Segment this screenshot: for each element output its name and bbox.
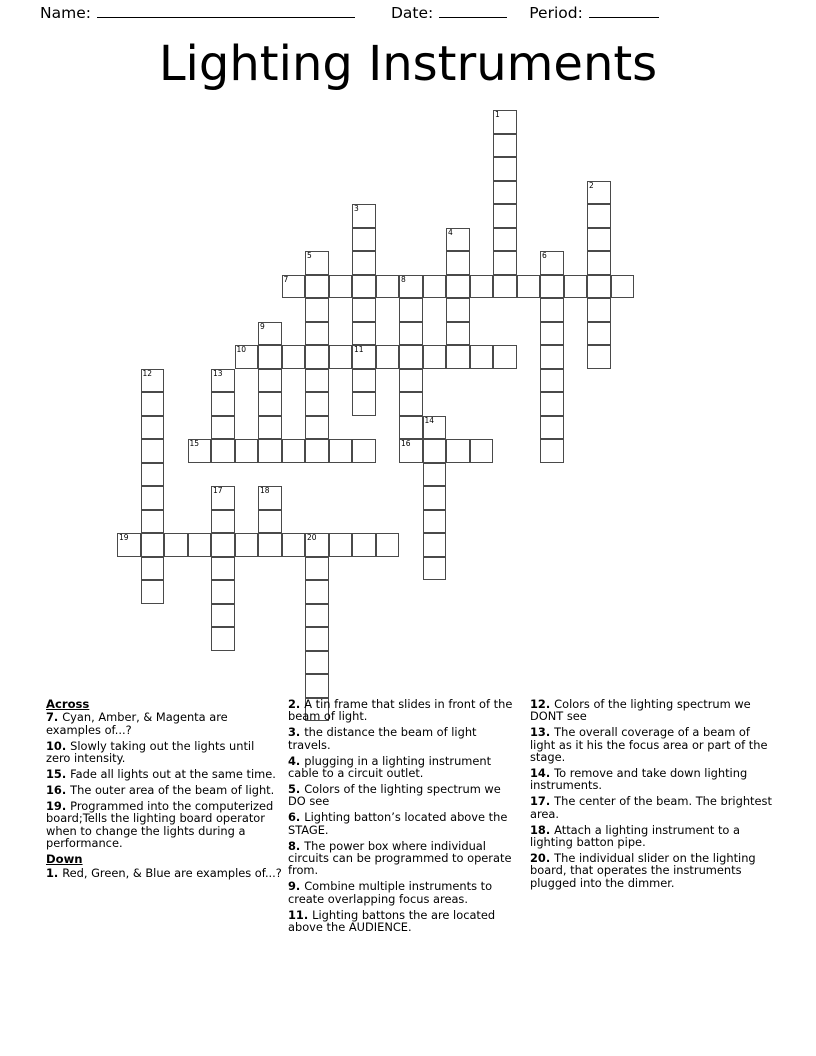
grid-cell[interactable] — [399, 298, 423, 322]
grid-cell[interactable] — [540, 345, 564, 369]
clue-item — [530, 726, 775, 763]
grid-cell[interactable] — [399, 345, 423, 369]
clue-number: 9. — [288, 879, 305, 894]
grid-cell[interactable] — [282, 533, 306, 557]
grid-cell[interactable] — [399, 322, 423, 346]
grid-cell[interactable] — [211, 392, 235, 416]
grid-cell[interactable] — [399, 275, 423, 299]
grid-cell[interactable] — [493, 345, 517, 369]
grid-cell[interactable] — [446, 251, 470, 275]
clue-item — [530, 824, 775, 849]
grid-cell[interactable] — [352, 228, 376, 252]
grid-cell-number: 8 — [401, 274, 406, 284]
down-clue-list-part3 — [530, 698, 775, 889]
clue-number: 3. — [288, 725, 305, 740]
grid-cell-number: 10 — [236, 345, 247, 354]
grid-cell-number: 6 — [542, 251, 547, 260]
clue-number: 1. — [46, 865, 63, 880]
clue-item — [288, 726, 520, 751]
grid-cell[interactable] — [587, 204, 611, 228]
grid-cell-number: 15 — [189, 439, 200, 448]
clue-item — [46, 768, 282, 780]
grid-cell[interactable] — [282, 439, 306, 463]
grid-cell[interactable] — [141, 580, 165, 604]
grid-cell[interactable] — [141, 439, 165, 463]
grid-cell[interactable] — [399, 439, 423, 463]
clue-item — [530, 698, 775, 723]
grid-cell[interactable] — [258, 439, 282, 463]
clue-item — [530, 852, 775, 889]
grid-cell[interactable] — [305, 322, 329, 346]
grid-cell[interactable] — [282, 345, 306, 369]
grid-cell[interactable] — [352, 298, 376, 322]
date-label: Date: — [390, 4, 434, 22]
clue-text: Attach a lighting instrument to a lighting batton pipe. — [530, 822, 740, 850]
grid-cell-number: 19 — [119, 533, 129, 542]
grid-cell[interactable] — [258, 345, 282, 369]
grid-cell[interactable] — [211, 486, 235, 510]
grid-cell-number: 4 — [448, 227, 453, 237]
clue-item — [288, 811, 520, 836]
grid-cell[interactable] — [305, 439, 329, 463]
grid-cell[interactable] — [493, 204, 517, 228]
grid-cell[interactable] — [399, 369, 423, 393]
grid-cell[interactable] — [493, 251, 517, 275]
grid-cell[interactable] — [352, 322, 376, 346]
grid-cell[interactable] — [399, 416, 423, 440]
clue-item — [288, 698, 520, 723]
grid-cell[interactable] — [305, 674, 329, 698]
clue-text: Fade all lights out at the same time. — [70, 767, 276, 782]
grid-cell[interactable] — [211, 439, 235, 463]
clue-number: 6. — [288, 810, 305, 825]
grid-cell[interactable] — [305, 533, 329, 557]
grid-cell-number: 2 — [589, 180, 594, 190]
grid-cell[interactable] — [352, 345, 376, 369]
grid-cell[interactable] — [446, 322, 470, 346]
grid-cell[interactable] — [587, 298, 611, 322]
grid-cell[interactable] — [493, 110, 517, 134]
grid-cell[interactable] — [211, 580, 235, 604]
grid-cell-number: 14 — [424, 415, 435, 425]
grid-cell[interactable] — [587, 345, 611, 369]
grid-cell[interactable] — [141, 416, 165, 440]
grid-cell[interactable] — [587, 275, 611, 299]
name-label: Name: — [40, 4, 91, 22]
grid-cell[interactable] — [493, 181, 517, 205]
clue-text: Red, Green, & Blue are examples of...? — [62, 865, 282, 880]
grid-cell[interactable] — [352, 251, 376, 275]
grid-cell[interactable] — [141, 533, 165, 557]
grid-cell[interactable] — [211, 416, 235, 440]
grid-cell[interactable] — [587, 228, 611, 252]
grid-cell[interactable] — [587, 181, 611, 205]
down-clue-list-part1 — [46, 867, 282, 879]
clues-section — [0, 698, 816, 968]
clue-item — [46, 711, 282, 736]
grid-cell[interactable] — [211, 557, 235, 581]
clue-column-2 — [288, 698, 520, 937]
grid-cell-number: 1 — [495, 110, 500, 119]
clue-text: the distance the beam of light travels. — [288, 725, 477, 752]
clue-number: 13. — [530, 725, 555, 740]
grid-cell[interactable] — [540, 275, 564, 299]
clue-number: 4. — [288, 753, 305, 768]
clue-number: 5. — [288, 781, 305, 796]
grid-cell[interactable] — [188, 533, 212, 557]
clue-text: Slowly taking out the lights until zero intensity. — [46, 738, 255, 766]
clue-item — [288, 909, 520, 934]
page-title: Lighting Instruments — [158, 36, 658, 92]
clue-number: 12. — [530, 697, 555, 711]
grid-cell[interactable] — [446, 298, 470, 322]
grid-cell-number: 12 — [142, 368, 153, 378]
clue-text: To remove and take down lighting instruments. — [530, 766, 748, 793]
clue-text: plugging in a lighting instrument cable to a circuit outlet. — [288, 753, 492, 781]
grid-cell-number: 7 — [283, 274, 289, 284]
clue-item — [46, 740, 282, 765]
clue-number: 7. — [46, 710, 63, 725]
clue-number: 17. — [530, 794, 555, 809]
grid-cell-number: 9 — [260, 321, 265, 331]
grid-cell[interactable] — [305, 392, 329, 416]
grid-cell[interactable] — [423, 486, 447, 510]
clue-number: 10. — [46, 738, 71, 753]
grid-cell[interactable] — [211, 369, 235, 393]
grid-cell-number: 3 — [354, 204, 359, 213]
grid-cell[interactable] — [352, 533, 376, 557]
clue-item — [288, 755, 520, 780]
down-heading: Down — [46, 852, 83, 867]
grid-cell[interactable] — [446, 228, 470, 252]
down-clue-list-part2 — [288, 698, 520, 933]
grid-cell[interactable] — [493, 275, 517, 299]
grid-cell[interactable] — [446, 439, 470, 463]
across-heading: Across — [46, 697, 90, 711]
clue-text: The power box where individual circuits can be programmed to operate from. — [288, 838, 512, 878]
grid-cell[interactable] — [305, 298, 329, 322]
clue-number: 14. — [530, 766, 555, 781]
grid-cell[interactable] — [540, 322, 564, 346]
grid-cell-number: 16 — [401, 439, 411, 448]
grid-cell[interactable] — [211, 604, 235, 628]
clue-text: Lighting batton’s located above the STAGE. — [288, 810, 508, 837]
grid-cell[interactable] — [470, 345, 494, 369]
grid-cell[interactable] — [164, 533, 188, 557]
grid-cell[interactable] — [305, 369, 329, 393]
grid-cell-number: 13 — [213, 368, 223, 378]
clue-item — [530, 767, 775, 792]
grid-cell[interactable] — [258, 322, 282, 346]
clue-item — [46, 784, 282, 796]
grid-cell[interactable] — [540, 369, 564, 393]
grid-cell[interactable] — [305, 275, 329, 299]
grid-cell[interactable] — [141, 463, 165, 487]
clue-number: 20. — [530, 850, 555, 865]
clue-text: Cyan, Amber, & Magenta are examples of...? — [46, 710, 228, 737]
grid-cell[interactable] — [540, 439, 564, 463]
grid-cell[interactable] — [540, 392, 564, 416]
grid-cell[interactable] — [423, 557, 447, 581]
across-clue-list — [46, 711, 282, 849]
grid-cell[interactable] — [540, 416, 564, 440]
grid-cell[interactable] — [470, 439, 494, 463]
grid-cell[interactable] — [258, 416, 282, 440]
grid-cell[interactable] — [258, 369, 282, 393]
grid-cell-number: 20 — [307, 533, 317, 542]
grid-cell[interactable] — [141, 557, 165, 581]
grid-cell[interactable] — [587, 322, 611, 346]
clue-text: The center of the beam. The brightest area. — [530, 794, 772, 821]
grid-cell[interactable] — [305, 580, 329, 604]
clue-item — [46, 800, 282, 850]
clue-text: Colors of the lighting spectrum we DONT see — [530, 697, 751, 724]
period-label: Period: — [529, 4, 583, 22]
grid-cell[interactable] — [188, 439, 212, 463]
grid-cell[interactable] — [352, 392, 376, 416]
grid-cell[interactable] — [141, 486, 165, 510]
clue-item — [288, 783, 520, 808]
clue-column-1 — [46, 698, 282, 883]
grid-cell[interactable] — [258, 392, 282, 416]
grid-cell[interactable] — [423, 439, 447, 463]
clue-number: 2. — [288, 697, 305, 711]
grid-cell[interactable] — [587, 251, 611, 275]
grid-cell[interactable] — [305, 604, 329, 628]
grid-cell[interactable] — [540, 251, 564, 275]
clue-text: Colors of the lighting spectrum we DO see — [288, 781, 501, 809]
grid-cell[interactable] — [305, 651, 329, 675]
clue-text: Programmed into the computerized board;Tells the lighting board operator when to change the lights during a performance. — [46, 798, 274, 851]
clue-number: 8. — [288, 838, 305, 853]
grid-cell[interactable] — [423, 416, 447, 440]
clue-text: The outer area of the beam of light. — [70, 782, 275, 797]
grid-cell[interactable] — [211, 510, 235, 534]
grid-cell[interactable] — [493, 134, 517, 158]
grid-cell-number: 5 — [307, 251, 312, 260]
grid-cell[interactable] — [470, 275, 494, 299]
clue-number: 11. — [288, 907, 313, 922]
grid-cell[interactable] — [117, 533, 141, 557]
grid-cell[interactable] — [517, 275, 541, 299]
grid-cell[interactable] — [423, 463, 447, 487]
grid-cell[interactable] — [235, 533, 259, 557]
grid-cell[interactable] — [376, 275, 400, 299]
grid-cell[interactable] — [211, 627, 235, 651]
grid-cell-number: 11 — [354, 345, 364, 354]
grid-cell[interactable] — [329, 439, 353, 463]
grid-cell[interactable] — [258, 533, 282, 557]
grid-cell[interactable] — [305, 416, 329, 440]
grid-cell[interactable] — [564, 275, 588, 299]
grid-cell[interactable] — [329, 533, 353, 557]
clue-text: A tin frame that slides in front of the beam of light. — [288, 697, 513, 724]
clue-number: 15. — [46, 767, 71, 782]
grid-cell[interactable] — [376, 345, 400, 369]
grid-cell[interactable] — [423, 275, 447, 299]
clue-number: 18. — [530, 822, 555, 837]
grid-cell[interactable] — [446, 275, 470, 299]
clue-item — [46, 867, 282, 879]
clue-item — [288, 880, 520, 905]
grid-cell[interactable] — [352, 275, 376, 299]
grid-cell[interactable] — [399, 392, 423, 416]
grid-cell-number: 17 — [213, 486, 223, 495]
grid-cell[interactable] — [329, 275, 353, 299]
grid-cell[interactable] — [141, 369, 165, 393]
clue-column-3 — [530, 698, 775, 893]
grid-cell[interactable] — [258, 486, 282, 510]
grid-cell[interactable] — [305, 251, 329, 275]
grid-cell[interactable] — [141, 392, 165, 416]
clue-text: Lighting battons the are located above the AUDIENCE. — [288, 907, 496, 934]
grid-cell[interactable] — [423, 533, 447, 557]
grid-cell[interactable] — [141, 510, 165, 534]
clue-text: The individual slider on the lighting board, that operates the instruments plugged into the dimmer. — [530, 850, 756, 890]
grid-cell[interactable] — [446, 345, 470, 369]
grid-cell[interactable] — [211, 533, 235, 557]
grid-cell[interactable] — [611, 275, 635, 299]
grid-cell[interactable] — [329, 345, 353, 369]
grid-cell[interactable] — [235, 439, 259, 463]
grid-cell[interactable] — [258, 510, 282, 534]
grid-cell[interactable] — [305, 557, 329, 581]
grid-cell-number: 18 — [260, 486, 270, 495]
clue-number: 16. — [46, 782, 71, 797]
grid-cell[interactable] — [423, 345, 447, 369]
grid-cell[interactable] — [305, 627, 329, 651]
grid-cell[interactable] — [282, 275, 306, 299]
grid-cell[interactable] — [423, 510, 447, 534]
grid-cell[interactable] — [305, 345, 329, 369]
clue-item — [288, 840, 520, 877]
clue-item — [530, 795, 775, 820]
grid-cell[interactable] — [235, 345, 259, 369]
grid-cell[interactable] — [376, 533, 400, 557]
grid-cell[interactable] — [540, 298, 564, 322]
grid-cell[interactable] — [352, 439, 376, 463]
clue-number: 19. — [46, 798, 71, 813]
clue-text: Combine multiple instruments to create overlapping focus areas. — [288, 879, 493, 906]
grid-cell[interactable] — [493, 228, 517, 252]
clue-text: The overall coverage of a beam of light as it his the focus area or part of the stage. — [530, 725, 768, 765]
grid-cell[interactable] — [352, 204, 376, 228]
grid-cell[interactable] — [352, 369, 376, 393]
grid-cell[interactable] — [493, 157, 517, 181]
